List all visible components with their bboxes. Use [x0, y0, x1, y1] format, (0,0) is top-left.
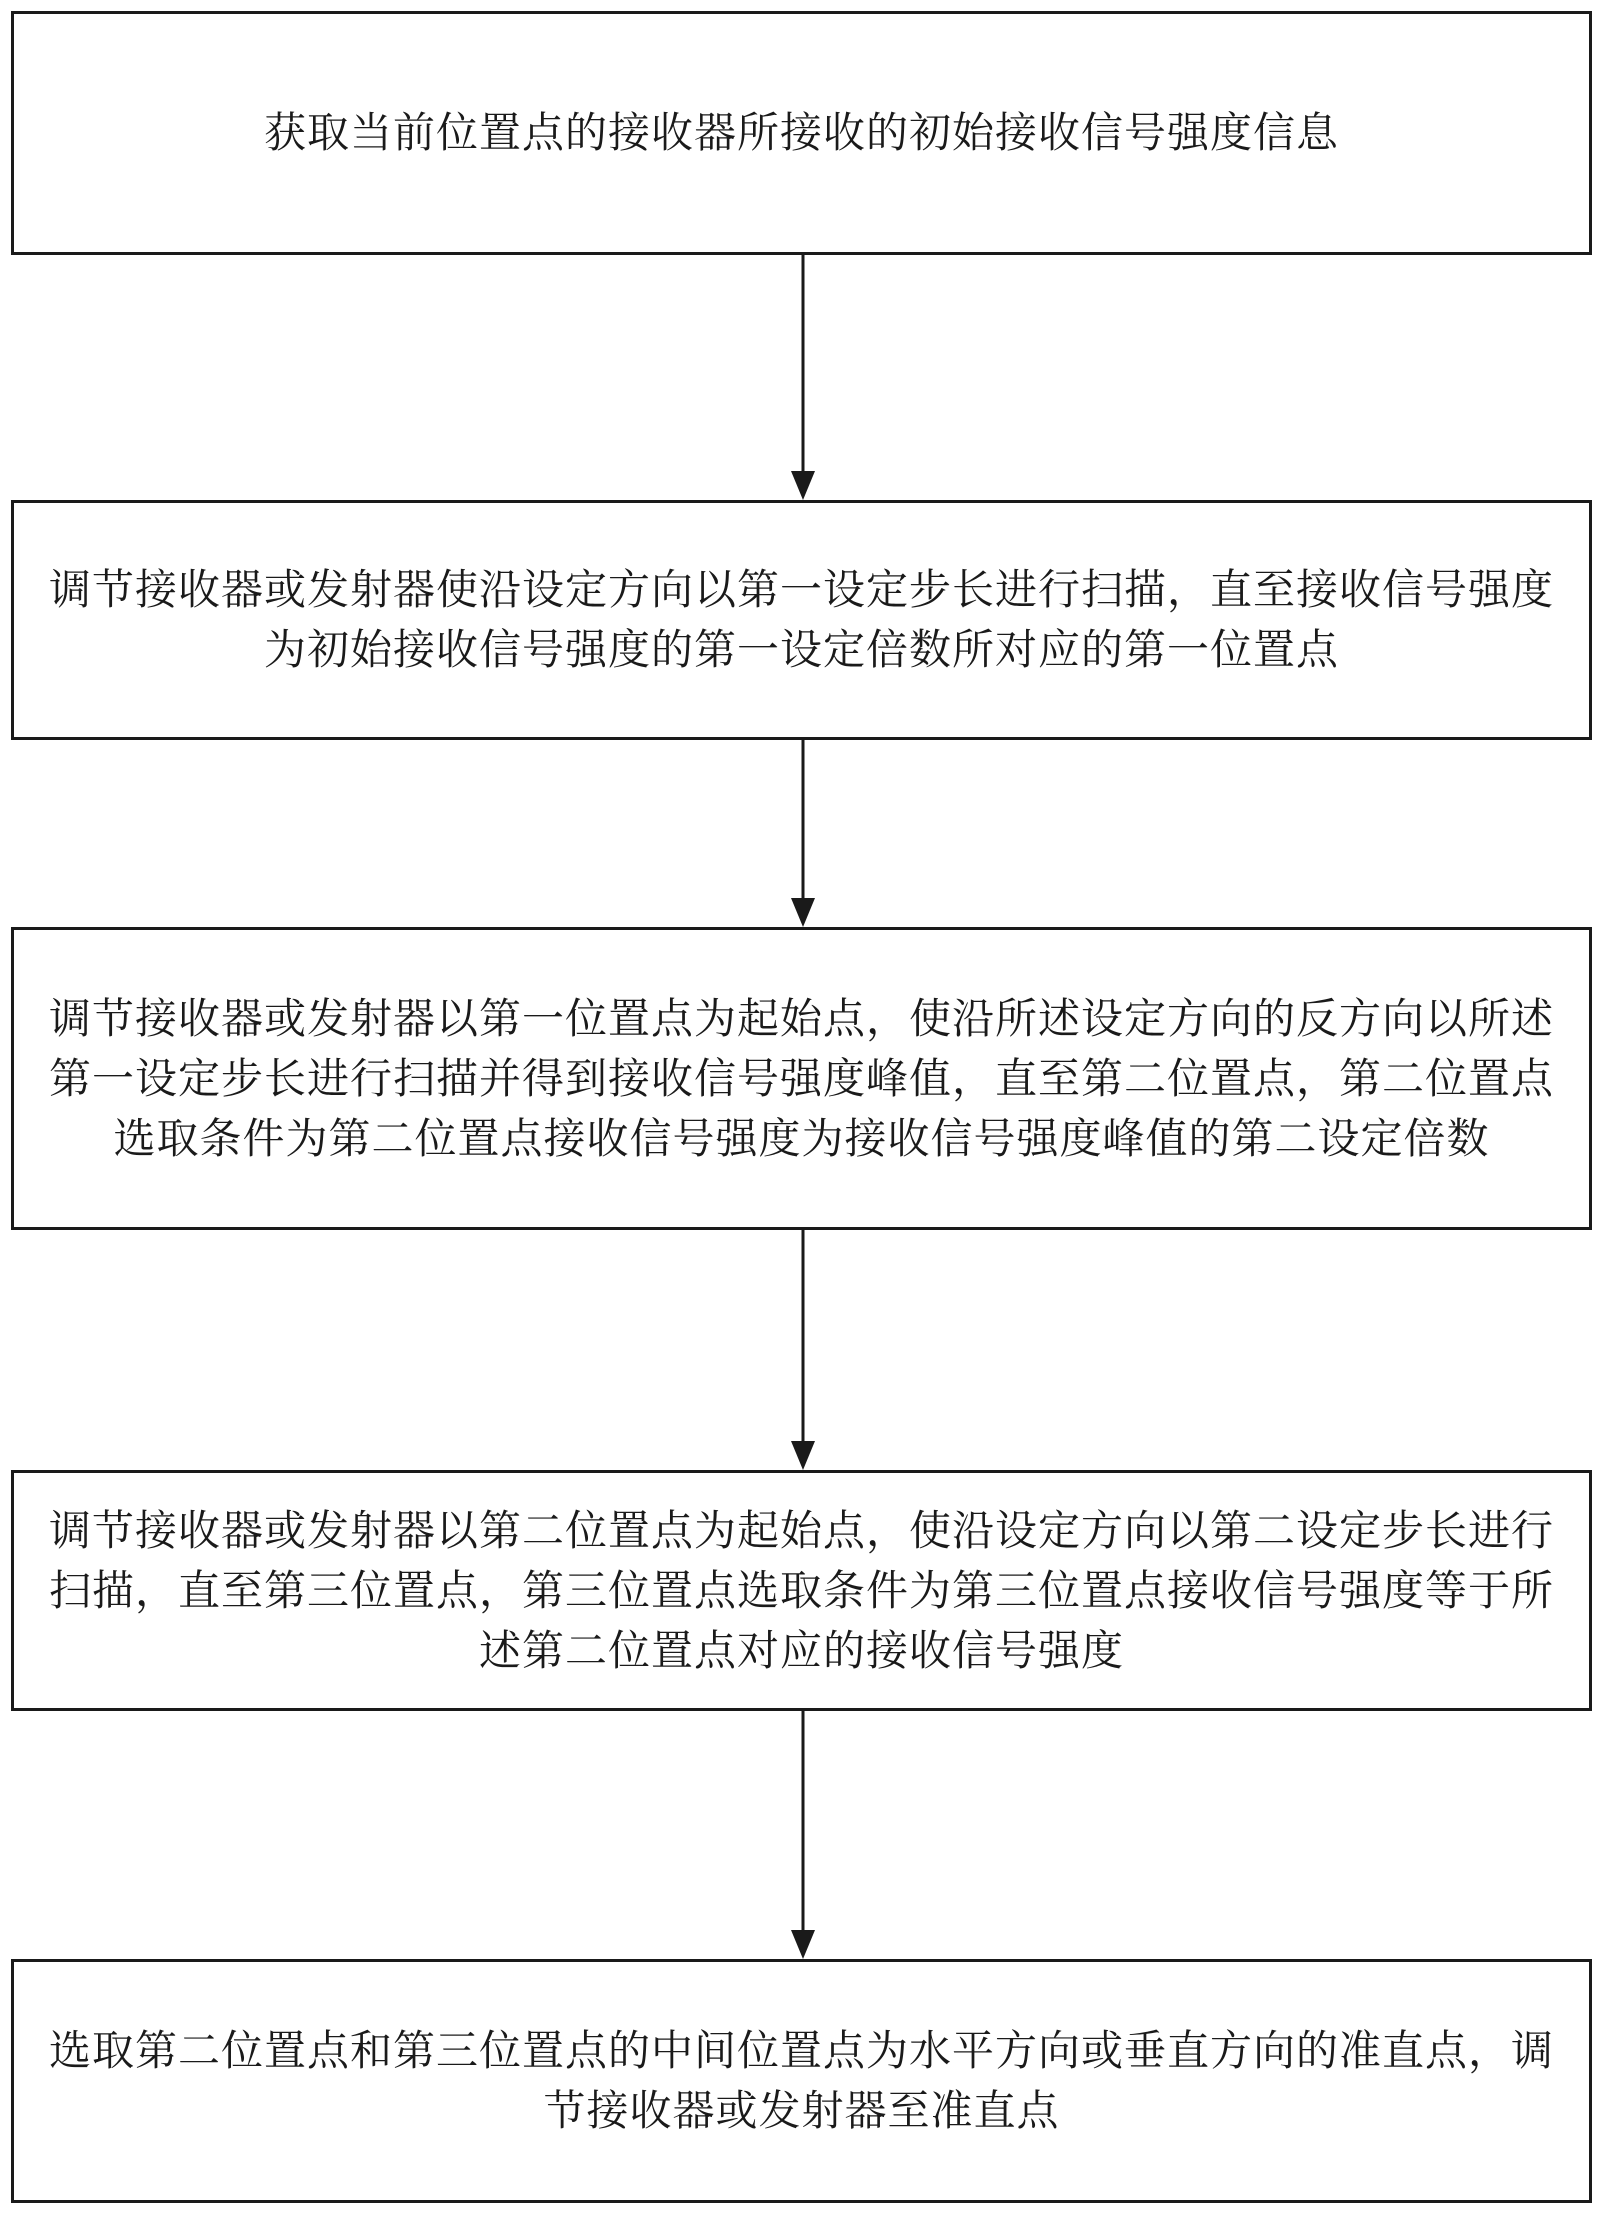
step-4-box: [11, 1470, 1592, 1711]
step-5-box: [11, 1959, 1592, 2203]
arrow-4-5: [0, 1711, 1606, 1959]
step-1-text: 获取当前位置点的接收器所接收的初始接收信号强度信息: [263, 108, 1339, 157]
step-5-text: 选取第二位置点和第三位置点的中间位置点为水平方向或垂直方向的准直点，调节接收器或发射器至准直点: [48, 2026, 1554, 2135]
step-2-box: [11, 500, 1592, 740]
step-1-box: [11, 11, 1592, 255]
step-4-text: 调节接收器或发射器以第二位置点为起始点，使沿设定方向以第二设定步长进行扫描，直至第三位置点，第三位置点选取条件为第三位置点接收信号强度等于所述第二位置点对应的接收信号强度: [48, 1505, 1554, 1675]
step-3-box: [11, 927, 1592, 1230]
arrow-3-4: [0, 1230, 1606, 1470]
step-3-text: 调节接收器或发射器以第一位置点为起始点，使沿所述设定方向的反方向以所述第一设定步长进行扫描并得到接收信号强度峰值，直至第二位置点，第二位置点选取条件为第二位置点接收信号强度为接收信号强度峰值的第二设定倍数: [48, 993, 1554, 1163]
arrow-1-2: [0, 255, 1606, 500]
step-2-text: 调节接收器或发射器使沿设定方向以第一设定步长进行扫描，直至接收信号强度为初始接收信号强度的第一设定倍数所对应的第一位置点: [48, 565, 1554, 674]
arrow-2-3: [0, 740, 1606, 927]
